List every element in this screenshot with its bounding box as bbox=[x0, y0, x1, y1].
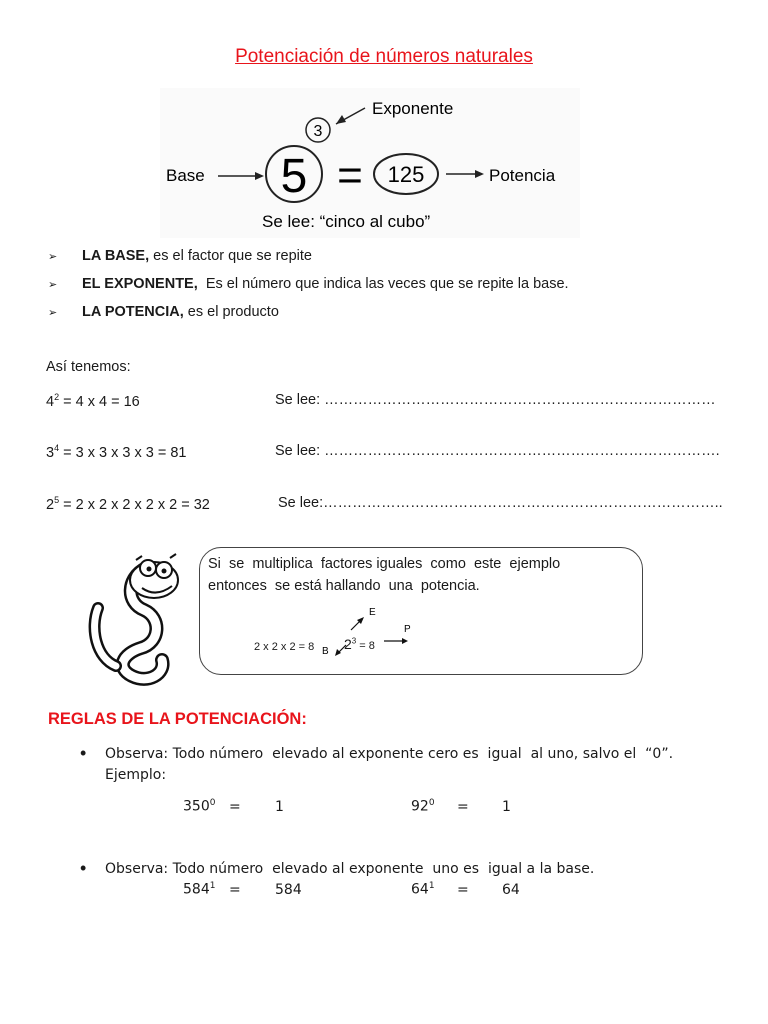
rule-zero-result: 1 bbox=[275, 799, 284, 815]
equals-sign: = bbox=[337, 151, 363, 200]
callout-product: 2 x 2 x 2 = 8 bbox=[254, 641, 315, 653]
power-value: 125 bbox=[387, 162, 425, 187]
definition-power: ➢ LA POTENCIA, es el producto bbox=[48, 304, 279, 320]
base-label: Base bbox=[166, 166, 205, 185]
exponent-value: 3 bbox=[313, 123, 323, 140]
example-row: $2^5 = 2$ x 2 x 2 x 2 x 2 = 32 bbox=[46, 495, 210, 513]
e-label: E bbox=[369, 607, 376, 618]
equals-sign: = bbox=[457, 882, 469, 898]
round-bullet-icon: • bbox=[80, 743, 87, 763]
definition-base: ➢ LA BASE, es el factor que se repite bbox=[48, 248, 312, 264]
example-reading: Se lee:……………………………………………………………………….. bbox=[278, 495, 723, 511]
callout-line: entonces se está hallando una potencia. bbox=[208, 578, 480, 594]
rule-zero-text: Observa: Todo número elevado al exponente cero es igual al uno, salvo el “0”. bbox=[105, 746, 674, 762]
rule-one-item: $64^1$ bbox=[411, 881, 435, 898]
definition-exponent: ➢ EL EXPONENTE, Es el número que indica las veces que se repite la base. bbox=[48, 276, 569, 292]
exponent-label: Exponente bbox=[372, 99, 454, 118]
equals-sign: = bbox=[457, 799, 469, 815]
diagram-reading: Se lee: “cinco al cubo” bbox=[262, 212, 431, 231]
rule-one-text: Observa: Todo número elevado al exponente uno es igual a la base. bbox=[105, 861, 595, 877]
example-row: $4^2 = 4$ x 4 = 16 bbox=[46, 392, 140, 410]
base-value: 5 bbox=[280, 150, 308, 203]
rule-zero-result: 1 bbox=[502, 799, 511, 815]
rule-one-result: 64 bbox=[502, 882, 520, 898]
rule-one-item: $584^1$ bbox=[183, 881, 216, 898]
b-label: B bbox=[322, 646, 329, 657]
arrowhead-bullet-icon: ➢ bbox=[48, 279, 58, 291]
power-diagram bbox=[160, 88, 580, 238]
equals-sign: = bbox=[229, 799, 241, 815]
arrowhead-bullet-icon: ➢ bbox=[48, 251, 58, 263]
round-bullet-icon: • bbox=[80, 858, 87, 878]
rule-zero-example-label: Ejemplo: bbox=[105, 767, 167, 783]
example-reading: Se lee: ………………………………………………………………………. bbox=[275, 443, 720, 459]
callout-line: Si se multiplica factores iguales como este ejemplo bbox=[208, 556, 561, 572]
arrowhead-bullet-icon: ➢ bbox=[48, 307, 58, 319]
power-label: Potencia bbox=[489, 166, 556, 185]
example-reading: Se lee: ……………………………………………………………………… bbox=[275, 392, 716, 408]
rule-zero-item: $350^0$ bbox=[183, 798, 216, 815]
example-row: $3^4 = 3$ x 3 x 3 x 3 = 81 bbox=[46, 443, 187, 461]
rule-one-result: 584 bbox=[275, 882, 302, 898]
worm-mascot-illustration bbox=[86, 548, 192, 688]
equals-sign: = bbox=[229, 882, 241, 898]
page-title: Potenciación de números naturales bbox=[235, 46, 533, 67]
rule-zero-item: $92^0$ bbox=[411, 798, 435, 815]
callout-power: $2^3 = 8$ bbox=[344, 636, 375, 652]
p-label: P bbox=[404, 624, 411, 635]
rules-title: REGLAS DE LA POTENCIACIÓN: bbox=[48, 710, 307, 728]
examples-intro: Así tenemos: bbox=[46, 359, 131, 375]
